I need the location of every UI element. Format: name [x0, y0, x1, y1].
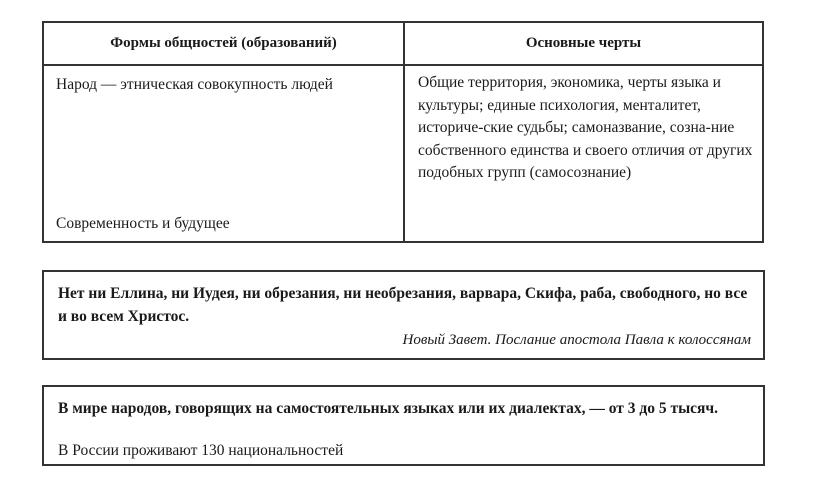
cell-people-definition: Народ — этническая совокупность людей — [56, 76, 333, 93]
column-divider — [403, 23, 405, 241]
facts-box — [42, 385, 765, 466]
cell-present-future: Современность и будущее — [56, 215, 230, 232]
quote-source: Новый Завет. Послание апостола Павла к колоссянам — [402, 332, 751, 348]
header-forms: Формы общностей (образований) — [110, 35, 337, 51]
peoples-table — [42, 21, 764, 243]
quote-text: Нет ни Еллина, ни Иудея, ни обрезания, ни необрезания, варвара, Скифа, раба, свободного, но все и во всем Христос. — [58, 285, 748, 325]
facts-plain-text: В России проживают 130 национальностей — [58, 442, 344, 459]
facts-bold-text: В мире народов, говорящих на самостоятельных языках или их диалектах, — от 3 до 5 тысяч. — [58, 400, 719, 417]
cell-main-features: Общие территория, экономика, черты языка и культуры; единые психология, менталитет, историче-ские судьбы; самоназвание, созна-ние собственного единства и своего отличия от других подобных групп (самосознание) — [418, 74, 753, 181]
quote-box — [42, 270, 765, 360]
header-features: Основные черты — [525, 35, 642, 51]
